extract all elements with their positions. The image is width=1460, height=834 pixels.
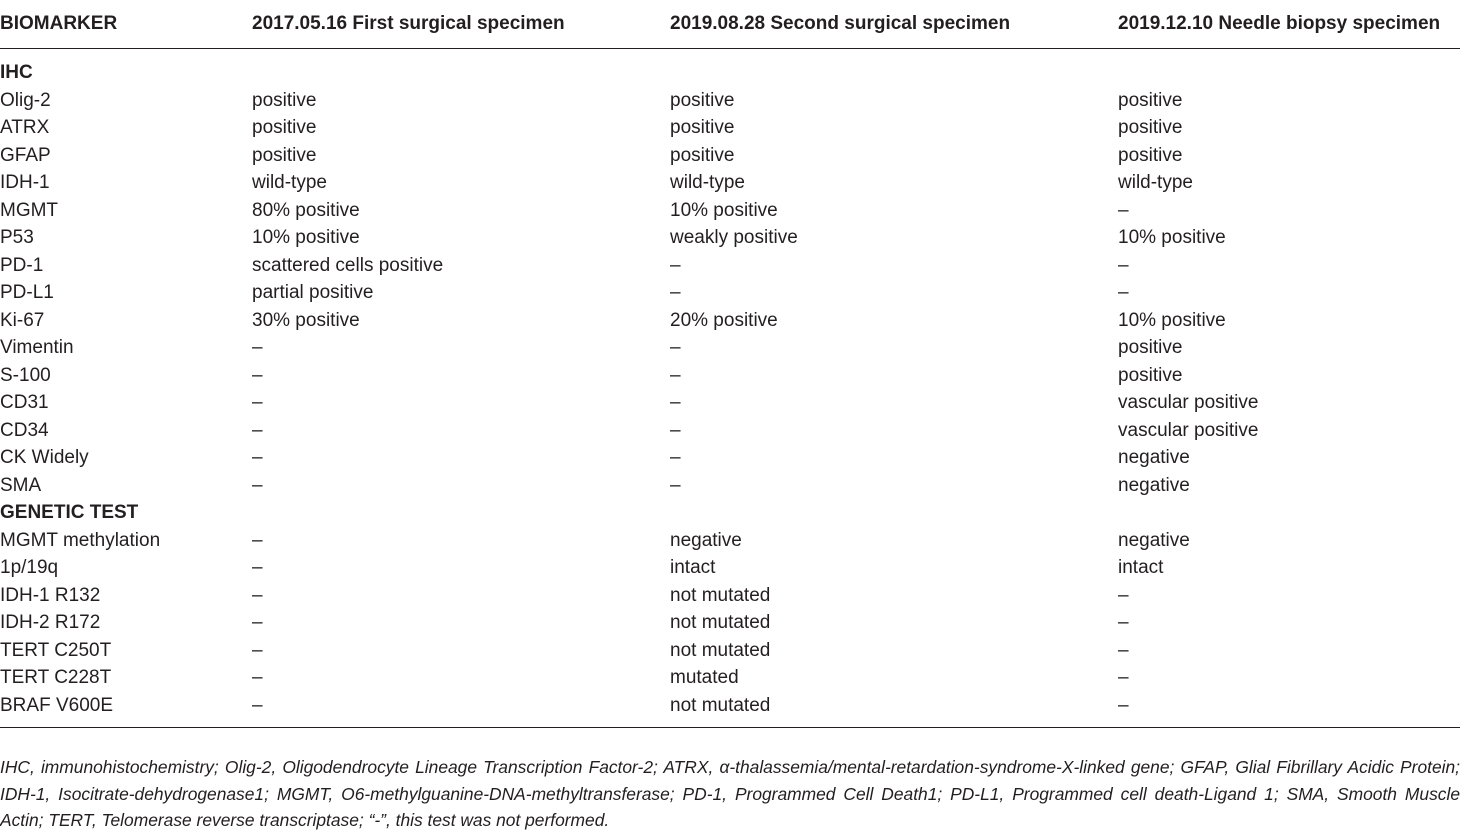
needle-biopsy-result-cell: positive: [1118, 117, 1183, 138]
biomarker-name-cell: CD34: [0, 419, 49, 441]
table-row: [0, 142, 1460, 170]
header-first-surgical-specimen: 2017.05.16 First surgical specimen: [252, 9, 670, 49]
second-surgical-result-cell: weakly positive: [670, 227, 798, 248]
table-row: [0, 114, 1460, 142]
needle-biopsy-result-cell: –: [1118, 692, 1460, 728]
first-surgical-result-cell: –: [252, 419, 263, 441]
first-surgical-result-cell: 30% positive: [252, 309, 360, 331]
second-surgical-result-cell: –: [670, 337, 681, 358]
table-row: [0, 252, 1460, 280]
section-header-row: [0, 499, 1460, 527]
section-title: IHC: [0, 62, 33, 83]
table-row: [0, 527, 1460, 555]
needle-biopsy-result-cell: –: [1118, 584, 1129, 606]
biomarker-name-cell: MGMT methylation: [0, 529, 161, 551]
table-row: [0, 444, 1460, 472]
biomarker-name-cell: ATRX: [0, 117, 50, 138]
first-surgical-result-cell: positive: [252, 144, 317, 166]
second-surgical-result-cell: not mutated: [670, 692, 1118, 728]
table-row: [0, 582, 1460, 610]
first-surgical-result-cell: –: [252, 364, 263, 386]
first-surgical-result-cell: –: [252, 584, 263, 606]
table-row: [0, 224, 1460, 252]
needle-biopsy-result-cell: –: [1118, 667, 1129, 688]
biomarker-name-cell: CD31: [0, 392, 49, 413]
first-surgical-result-cell: 80% positive: [252, 199, 360, 221]
biomarker-name-cell: TERT C228T: [0, 667, 112, 688]
section-header-row: [0, 49, 1460, 87]
table-footnote: IHC, immunohistochemistry; Olig-2, Oligodendrocyte Lineage Transcription Factor-2; ATRX, α-thalassemia/mental-retardation-syndrome-X-linked gene; GFAP, Glial Fibrillary Acidic Protein; IDH-1, Isocitrate-dehydrogenase1; MGMT, O6-methylguanine-DNA-methyltransferase; PD-1, Programmed Cell Death1; PD-L1, Programmed cell death-Ligand 1; SMA, Smooth Muscle Actin; TERT, Telomerase reverse transcriptase; “-”, this test was not performed.: [0, 757, 1460, 831]
table-row: [0, 389, 1460, 417]
needle-biopsy-result-cell: positive: [1118, 144, 1183, 166]
first-surgical-result-cell: –: [252, 667, 263, 688]
second-surgical-result-cell: not mutated: [670, 639, 771, 661]
needle-biopsy-result-cell: –: [1118, 639, 1129, 661]
second-surgical-result-cell: –: [670, 282, 681, 303]
biomarker-name-cell: Vimentin: [0, 337, 74, 358]
needle-biopsy-result-cell: –: [1118, 612, 1129, 633]
table-row: [0, 279, 1460, 307]
needle-biopsy-result-cell: intact: [1118, 557, 1164, 578]
second-surgical-result-cell: –: [670, 364, 681, 386]
second-surgical-result-cell: positive: [670, 117, 735, 138]
needle-biopsy-result-cell: negative: [1118, 447, 1190, 468]
table-row: [0, 417, 1460, 445]
biomarker-name-cell: Ki-67: [0, 309, 45, 331]
biomarker-name-cell: CK Widely: [0, 447, 89, 468]
biomarker-name-cell: PD-L1: [0, 282, 54, 303]
first-surgical-result-cell: –: [252, 692, 670, 728]
first-surgical-result-cell: scattered cells positive: [252, 254, 444, 276]
biomarker-name-cell: 1p/19q: [0, 557, 59, 578]
first-surgical-result-cell: –: [252, 337, 263, 358]
first-surgical-result-cell: –: [252, 392, 263, 413]
header-second-surgical-specimen: 2019.08.28 Second surgical specimen: [670, 9, 1118, 49]
needle-biopsy-result-cell: negative: [1118, 474, 1190, 496]
header-row: [0, 9, 1460, 49]
biomarker-name-cell: SMA: [0, 474, 42, 496]
first-surgical-result-cell: partial positive: [252, 282, 374, 303]
biomarker-table: [0, 9, 1460, 728]
needle-biopsy-result-cell: –: [1118, 199, 1129, 221]
second-surgical-result-cell: negative: [670, 529, 742, 551]
second-surgical-result-cell: not mutated: [670, 584, 771, 606]
first-surgical-result-cell: positive: [252, 89, 317, 111]
biomarker-name-cell: IDH-1 R132: [0, 584, 101, 606]
table-row: [0, 169, 1460, 197]
needle-biopsy-result-cell: negative: [1118, 529, 1190, 551]
first-surgical-result-cell: –: [252, 612, 263, 633]
needle-biopsy-result-cell: positive: [1118, 364, 1183, 386]
first-surgical-result-cell: 10% positive: [252, 227, 360, 248]
table-row: [0, 554, 1460, 582]
needle-biopsy-result-cell: 10% positive: [1118, 309, 1226, 331]
header-biomarker: BIOMARKER: [0, 9, 252, 49]
biomarker-name-cell: BRAF V600E: [0, 692, 252, 728]
table-row: [0, 637, 1460, 665]
second-surgical-result-cell: intact: [670, 557, 716, 578]
table-body: [0, 49, 1460, 728]
second-surgical-result-cell: not mutated: [670, 612, 771, 633]
biomarker-name-cell: IDH-1: [0, 172, 50, 193]
second-surgical-result-cell: 10% positive: [670, 199, 778, 221]
first-surgical-result-cell: –: [252, 447, 263, 468]
table-row: [0, 334, 1460, 362]
first-surgical-result-cell: wild-type: [252, 172, 327, 193]
second-surgical-result-cell: –: [670, 392, 681, 413]
second-surgical-result-cell: 20% positive: [670, 309, 778, 331]
biomarker-name-cell: P53: [0, 227, 34, 248]
biomarker-name-cell: Olig-2: [0, 89, 51, 111]
table-row: [0, 362, 1460, 390]
biomarker-name-cell: IDH-2 R172: [0, 612, 101, 633]
needle-biopsy-result-cell: –: [1118, 282, 1129, 303]
first-surgical-result-cell: –: [252, 474, 263, 496]
second-surgical-result-cell: wild-type: [670, 172, 745, 193]
biomarker-name-cell: PD-1: [0, 254, 44, 276]
table-row: [0, 609, 1460, 637]
table-row: [0, 472, 1460, 500]
needle-biopsy-result-cell: positive: [1118, 337, 1183, 358]
second-surgical-result-cell: mutated: [670, 667, 739, 688]
needle-biopsy-result-cell: vascular positive: [1118, 392, 1259, 413]
first-surgical-result-cell: –: [252, 529, 263, 551]
second-surgical-result-cell: –: [670, 254, 681, 276]
table-row: [0, 307, 1460, 335]
needle-biopsy-result-cell: 10% positive: [1118, 227, 1226, 248]
header-needle-biopsy-specimen: 2019.12.10 Needle biopsy specimen: [1118, 9, 1460, 49]
table-row: [0, 197, 1460, 225]
section-title: GENETIC TEST: [0, 502, 139, 523]
second-surgical-result-cell: –: [670, 474, 681, 496]
table-row: [0, 692, 1460, 728]
needle-biopsy-result-cell: –: [1118, 254, 1129, 276]
second-surgical-result-cell: positive: [670, 144, 735, 166]
second-surgical-result-cell: positive: [670, 89, 735, 111]
biomarker-name-cell: S-100: [0, 364, 51, 386]
needle-biopsy-result-cell: vascular positive: [1118, 419, 1259, 441]
second-surgical-result-cell: –: [670, 447, 681, 468]
biomarker-name-cell: MGMT: [0, 199, 59, 221]
table-row: [0, 87, 1460, 115]
first-surgical-result-cell: positive: [252, 117, 317, 138]
first-surgical-result-cell: –: [252, 639, 263, 661]
first-surgical-result-cell: –: [252, 557, 263, 578]
table-header: [0, 9, 1460, 49]
second-surgical-result-cell: –: [670, 419, 681, 441]
needle-biopsy-result-cell: positive: [1118, 89, 1183, 111]
table-row: [0, 664, 1460, 692]
biomarker-name-cell: GFAP: [0, 144, 51, 166]
needle-biopsy-result-cell: wild-type: [1118, 172, 1193, 193]
biomarker-name-cell: TERT C250T: [0, 639, 112, 661]
